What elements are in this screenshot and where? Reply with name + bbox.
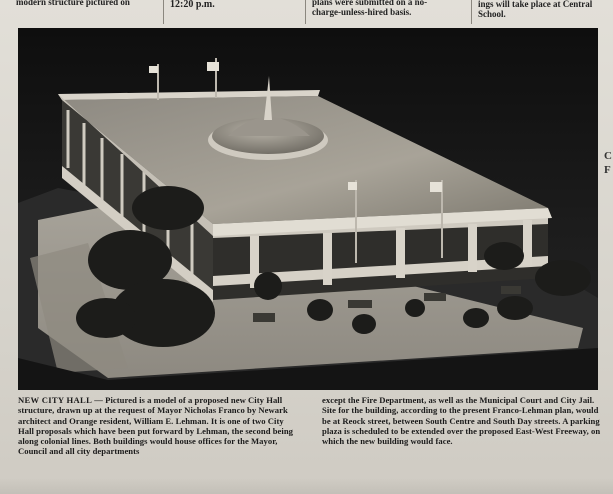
- clipped-letter-1: C: [604, 150, 612, 162]
- top-snippet-col1: modern structure pictured on: [16, 0, 130, 7]
- top-snippet-col4-line2: School.: [478, 9, 506, 19]
- caption-headline: NEW CITY HALL: [18, 395, 93, 405]
- caption-left-column: [18, 395, 300, 457]
- top-text-strip: [0, 0, 613, 24]
- column-rule: [471, 0, 472, 24]
- top-snippet-col4-line1: ings will take place at Central: [478, 0, 593, 9]
- top-snippet-col4: [478, 0, 592, 19]
- column-rule: [305, 0, 306, 24]
- city-hall-model-photo: [18, 28, 598, 390]
- column-rule: [163, 0, 164, 24]
- caption-right-column: except the Fire Department, as well as the Municipal Court and City Jail. Site for the building, according to the present Franco-Lehman plan, would be at Reock street, between South Centre and South Day streets. A parking plaza is scheduled to be extended over the proposed East-West Freeway, on which the new building would face.: [322, 395, 601, 447]
- caption-left-text: — Pictured is a model of a proposed new City Hall structure, drawn up at the request of Mayor Nicholas Franco by Newark architect and Orange resident, William E. Lehman. It is one of two City Hall proposals which have been put forward by Lehman, the second being along colonial lines. Both buildings would house offices for the Mayor, Council and all city departments: [18, 395, 294, 457]
- photo-caption: [18, 395, 601, 475]
- top-snippet-col3-line2: charge-unless-hired basis.: [312, 7, 412, 17]
- top-snippet-col3: [312, 0, 427, 17]
- page-bottom-shade: [0, 478, 613, 494]
- top-snippet-col3-line1: plans were submitted on a no-: [312, 0, 428, 7]
- clipped-letter-2: F: [604, 164, 611, 176]
- city-hall-model-illustration: [18, 28, 598, 390]
- top-snippet-col2: 12:20 p.m.: [170, 0, 215, 10]
